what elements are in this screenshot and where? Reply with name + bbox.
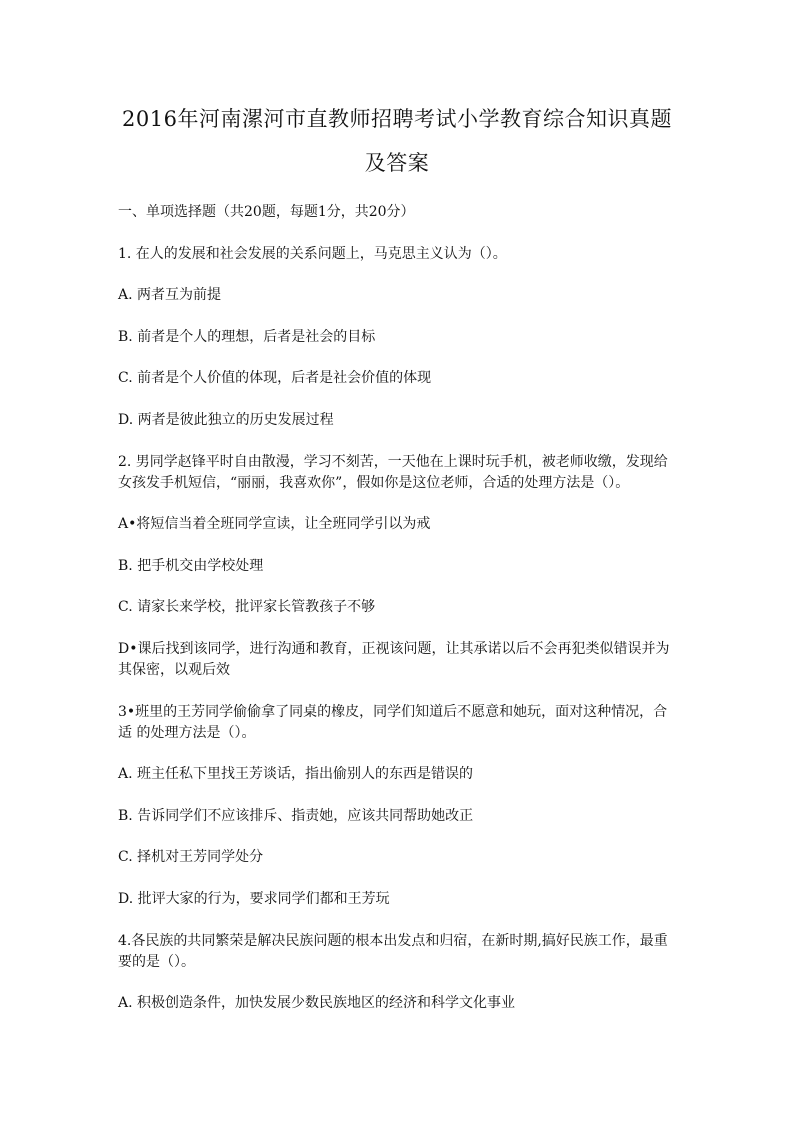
question-2-option-c: C. 请家长来学校，批评家长管教孩子不够 [118,599,376,615]
question-3-option-d: D. 批评大家的行为，要求同学们都和王芳玩 [118,891,390,907]
question-2-stem-line1: 2. 男同学赵锋平时自由散漫，学习不刻苦，一天他在上课时玩手机，被老师收缴，发现给 [118,454,668,470]
question-1-option-c: C. 前者是个人价值的体现，后者是社会价值的体现 [118,370,432,386]
question-1-stem: 1. 在人的发展和社会发展的关系问题上，马克思主义认为（）。 [118,246,507,262]
question-4-stem-line2: 要的是（）。 [118,954,195,970]
question-2-option-b: B. 把手机交由学校处理 [118,558,264,574]
question-1-option-a: A. 两者互为前提 [118,287,222,303]
question-2-stem-line2: 女孩发手机短信，“丽丽，我喜欢你”，假如你是这位老师，合适的处理方法是（）。 [118,475,630,491]
question-2-option-d-line1: D•课后找到该同学，进行沟通和教育，正视该问题，让其承诺以后不会再犯类似错误并为 [118,641,670,657]
section-header: 一、单项选择题（共20题，每题1分，共20分） [118,204,415,220]
question-1-option-d: D. 两者是彼此独立的历史发展过程 [118,412,334,428]
question-4-option-a: A. 积极创造条件，加快发展少数民族地区的经济和科学文化事业 [118,995,516,1011]
question-3-stem-line1: 3•班里的王芳同学偷偷拿了同桌的橡皮，同学们知道后不愿意和她玩，面对这种情况，合 [118,704,668,720]
question-3-stem-line2: 适 的处理方法是（）。 [118,725,256,741]
question-3-option-c: C. 择机对王芳同学处分 [118,849,264,865]
question-2-option-d-line2: 其保密，以观后效 [118,662,230,678]
question-2-option-a: A•将短信当着全班同学宣读，让全班同学引以为戒 [118,516,431,532]
document-title-line2: 及答案 [364,151,430,175]
question-3-option-a: A. 班主任私下里找王芳谈话，指出偷别人的东西是错误的 [118,766,474,782]
question-1-option-b: B. 前者是个人的理想，后者是社会的目标 [118,329,376,345]
document-title-line1: 2016年河南漯河市直教师招聘考试小学教育综合知识真题 [122,107,672,131]
question-4-stem-line1: 4.各民族的共同繁荣是解决民族问题的根本出发点和归宿，在新时期,搞好民族工作，最重 [118,933,668,949]
question-3-option-b: B. 告诉同学们不应该排斥、指责她，应该共同帮助她改正 [118,808,474,824]
